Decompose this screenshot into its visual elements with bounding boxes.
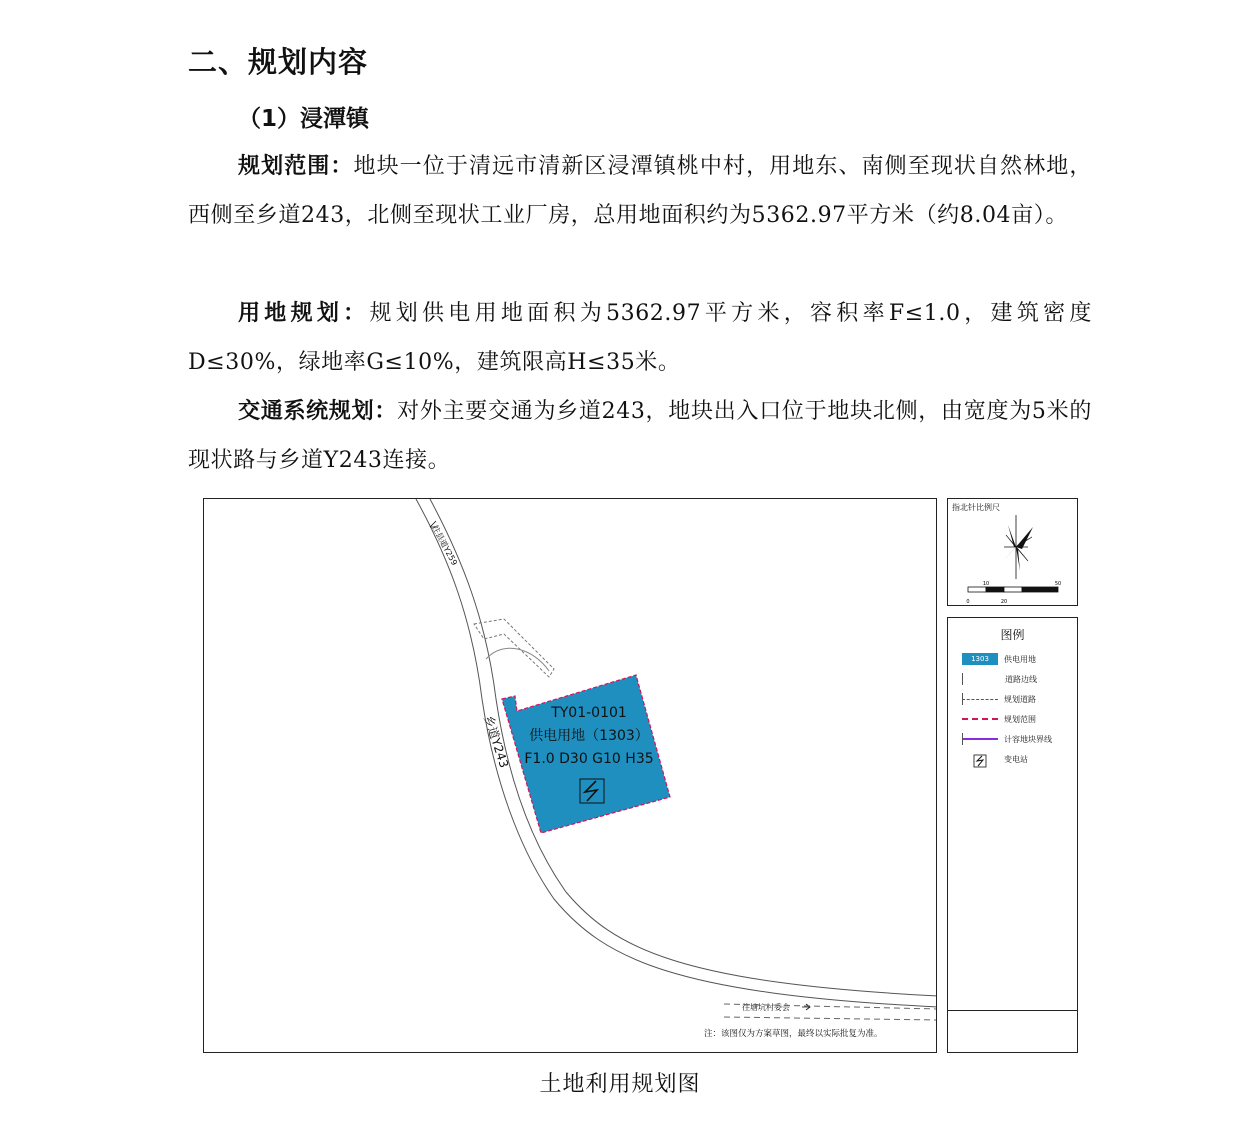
legend-item-boundary — [962, 712, 1036, 726]
legend-label: 供电用地 — [1004, 654, 1036, 664]
road-bottom-label: 往塘坑村委会 — [742, 1003, 790, 1012]
landuse-swatch-icon — [962, 653, 998, 665]
scale-label-50: 50 — [1054, 581, 1062, 587]
legend-item-parcel-line — [962, 732, 1052, 746]
legend-label: 变电站 — [1004, 754, 1028, 764]
scale-label-10: 10 — [982, 581, 990, 587]
legend-label: 计容地块界线 — [1004, 734, 1052, 744]
legend-label: 规划道路 — [1004, 694, 1036, 704]
road-bottom-arrow — [802, 1004, 810, 1010]
scope-label: 规划范围： — [238, 154, 354, 179]
substation-icon — [962, 753, 998, 765]
legend-code: 1303 — [971, 655, 989, 663]
land-use-map — [203, 498, 937, 1053]
access-road-2 — [486, 648, 549, 671]
legend-item-planned-road — [962, 692, 1036, 706]
compass-box — [947, 498, 1078, 606]
compass-title: 指北针比例尺 — [952, 503, 1000, 512]
legend-item-road-edge — [962, 672, 1037, 686]
road-edge-line-icon — [962, 673, 999, 685]
traffic-text: 对外主要交通为乡道243，地块出入口位于地块北侧，由宽度为5米的现状路与乡道Y243连接。 — [188, 399, 1092, 473]
scale-bar — [968, 587, 1058, 592]
subsection-heading: （1）浸潭镇 — [238, 106, 370, 132]
legend-label: 规划范围 — [1004, 714, 1036, 724]
dashed-road-line-icon — [962, 693, 998, 705]
purple-line-icon — [962, 733, 998, 745]
legend-divider — [948, 1010, 1077, 1011]
red-dashed-boundary-icon — [962, 713, 998, 725]
scale-label-20: 20 — [1000, 599, 1008, 605]
map-note: 注：该图仅为方案草图，最终以实际批复为准。 — [704, 1029, 883, 1039]
parcel-use: 供电用地（1303） — [529, 728, 649, 744]
figure-caption: 土地利用规划图 — [539, 1072, 701, 1097]
scope-text: 地块一位于清远市清新区浸潭镇桃中村，用地东、南侧至现状自然林地，西侧至乡道243，北侧至现状工业厂房，总用地面积约为5362.97平方米（约8.04亩）。 — [188, 154, 1092, 228]
legend-item-substation — [962, 752, 1028, 766]
paragraph-land-use — [188, 289, 1092, 387]
road-top-label: 往县道Y259 — [430, 523, 459, 567]
map-canvas — [204, 499, 937, 1053]
compass-rose — [948, 499, 1079, 607]
scale-label-0: 0 — [966, 599, 970, 605]
wind-rose-icon — [1003, 515, 1033, 579]
traffic-label: 交通系统规划： — [238, 399, 398, 424]
parcel-indices: F1.0 D30 G10 H35 — [524, 751, 654, 767]
land-use-label: 用地规划： — [238, 301, 370, 326]
paragraph-traffic — [188, 387, 1092, 485]
road-label: 乡道Y243 — [481, 713, 512, 770]
legend-box — [947, 617, 1078, 1053]
legend-title: 图例 — [1000, 628, 1025, 642]
land-use-text: 规划供电用地面积为5362.97平方米，容积率F≤1.0，建筑密度D≤30%，绿地率G≤10%，建筑限高H≤35米。 — [188, 301, 1092, 375]
legend-item-landuse — [962, 652, 1036, 666]
legend-label: 道路边线 — [1005, 674, 1037, 684]
parcel-code: TY01-0101 — [551, 705, 627, 721]
paragraph-scope — [188, 142, 1092, 240]
section-heading: 二、规划内容 — [188, 45, 369, 79]
